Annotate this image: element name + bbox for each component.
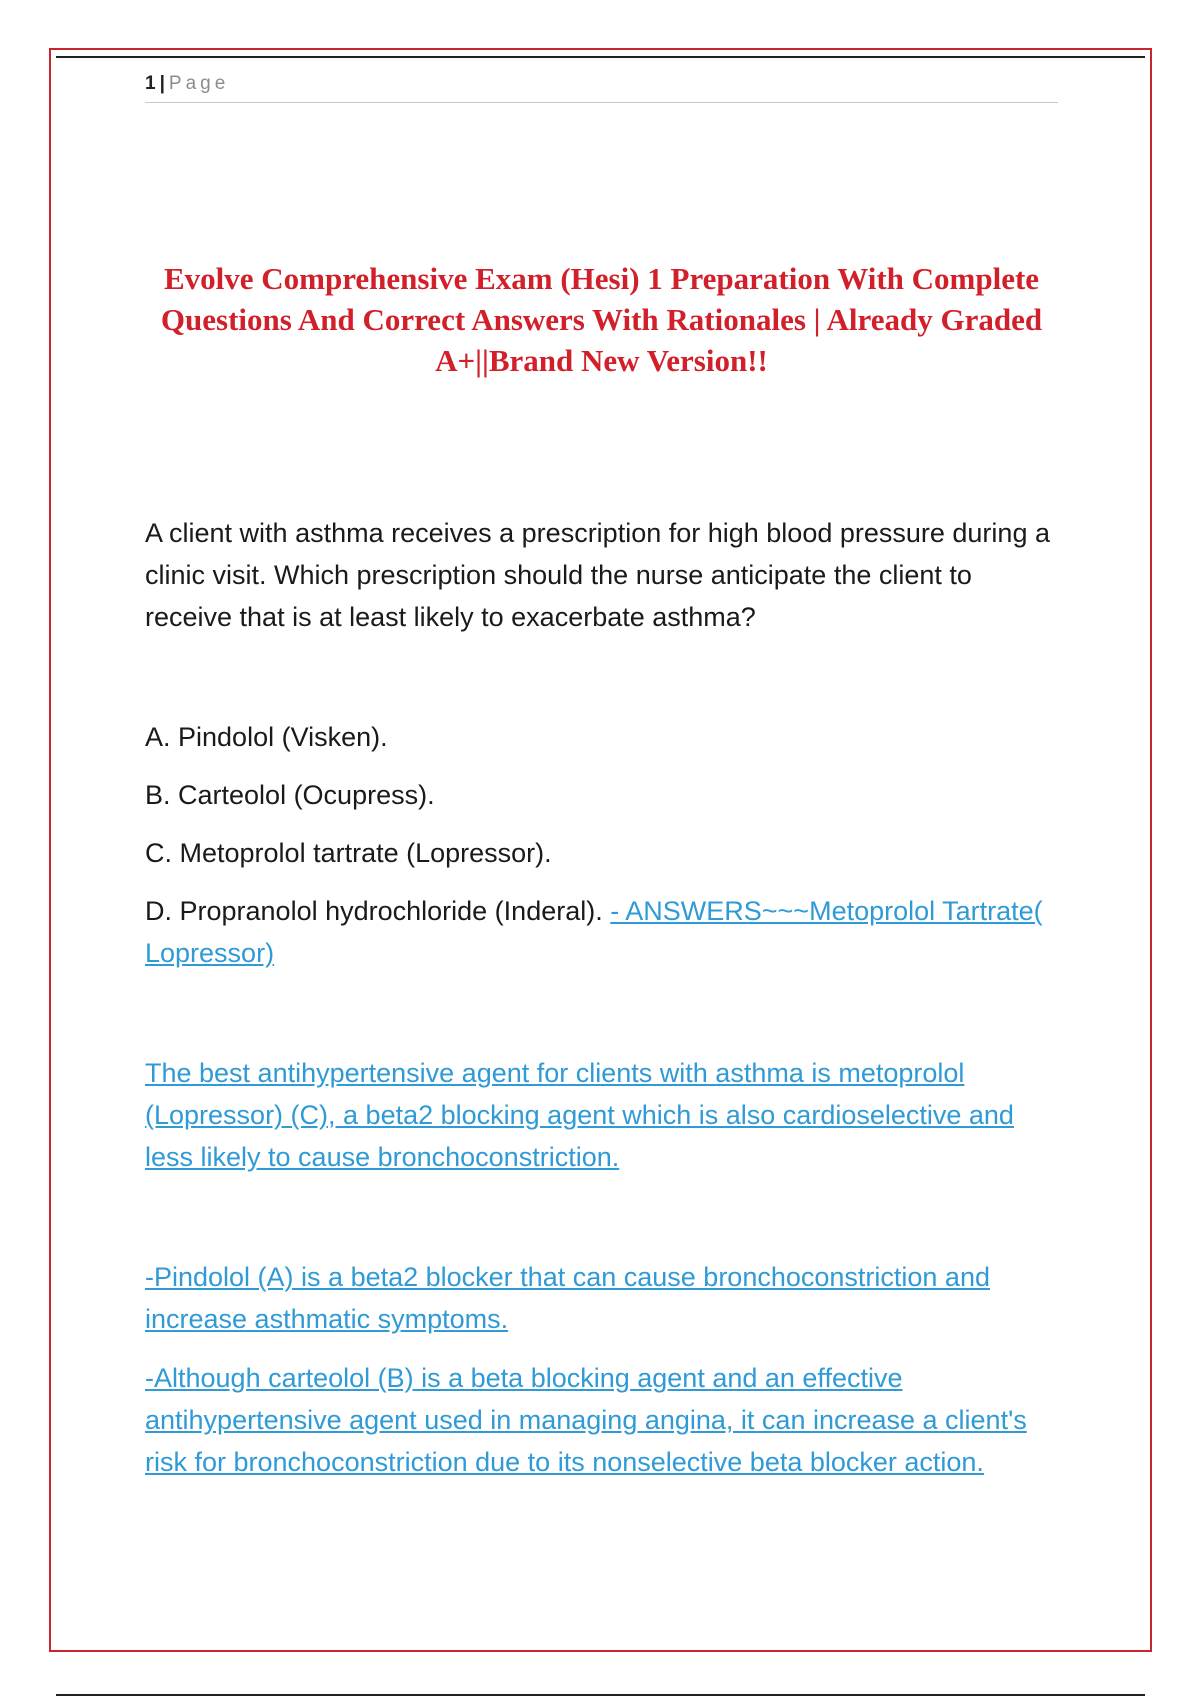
bottom-rule [56, 1694, 1145, 1696]
option-c [145, 832, 1058, 874]
top-rule [56, 56, 1145, 58]
document-title: Evolve Comprehensive Exam (Hesi) 1 Preparation With Complete Questions And Correct Answers With Rationales | Already Graded A+||Brand New Version!! [160, 261, 1043, 378]
option-c-text: C. Metoprolol tartrate (Lopressor). [145, 838, 552, 868]
option-b [145, 774, 1058, 816]
rationale-link-2[interactable]: -Pindolol (A) is a beta2 blocker that can cause bronchoconstriction and increase asthmatic symptoms. [145, 1262, 990, 1334]
option-a-text: A. Pindolol (Visken). [145, 722, 388, 752]
page-header [145, 72, 1058, 103]
question-text: A client with asthma receives a prescription for high blood pressure during a clinic visit. Which prescription should the nurse anticipate the client to receive that is at least likely to exacerbate asthma? [145, 518, 1050, 632]
option-b-text: B. Carteolol (Ocupress). [145, 780, 435, 810]
page-number: 1 [145, 73, 156, 94]
page-label: Page [168, 73, 230, 94]
answer-options [145, 716, 1058, 990]
page-separator: | [159, 73, 165, 94]
option-d [145, 890, 1058, 974]
option-d-text: D. Propranolol hydrochloride (Inderal). [145, 896, 603, 926]
rationale-link-3[interactable]: -Although carteolol (B) is a beta blocking agent and an effective antihypertensive agent used in managing angina, it can increase a client's risk for bronchoconstriction due to its nonselective beta blocker action. [145, 1363, 1027, 1477]
rationale-link-1[interactable]: The best antihypertensive agent for clients with asthma is metoprolol (Lopressor) (C), a beta2 blocking agent which is also cardioselective and less likely to cause bronchoconstriction. [145, 1058, 1014, 1172]
option-a [145, 716, 1058, 758]
answer-link[interactable]: - ANSWERS~~~Metoprolol Tartrate( Lopressor) [145, 896, 1043, 968]
